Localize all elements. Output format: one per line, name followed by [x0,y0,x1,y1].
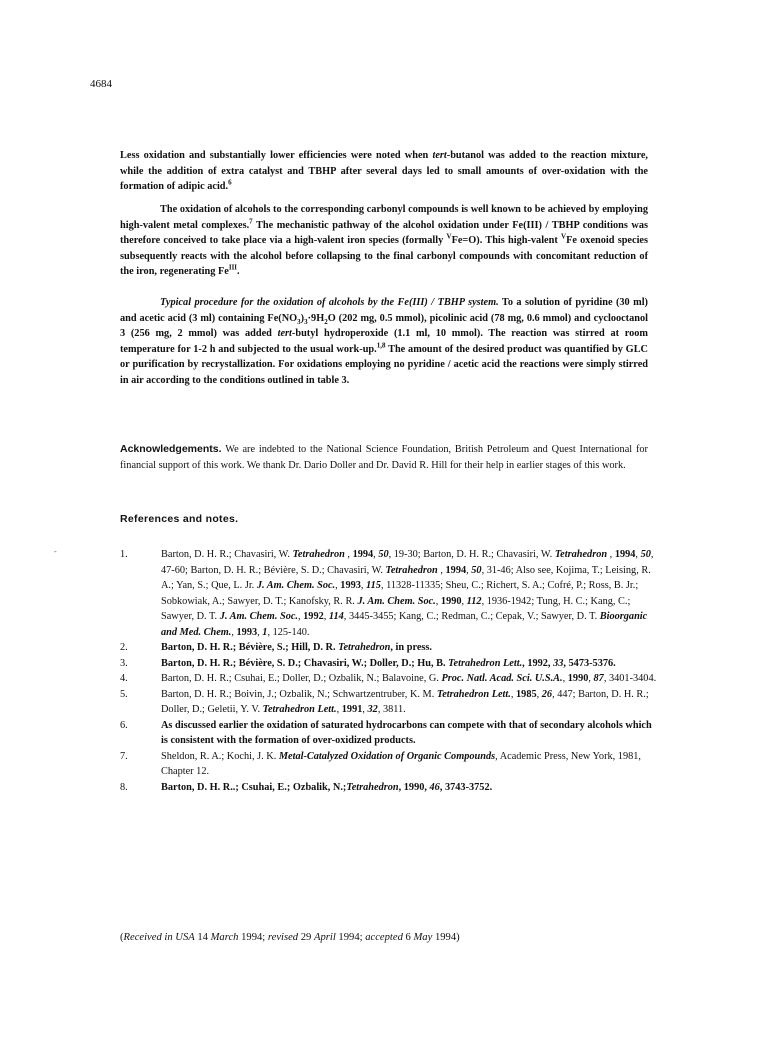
reference-text: Barton, D. H. R.; Bévière, S. D.; Chavasiri, W.; Doller, D.; Hu, B. Tetrahedron Lett., 1992, 33, 5473-5376. [161,657,616,669]
received-dates: (Received in USA 14 March 1994; revised 29 April 1994; accepted 6 May 1994) [120,932,460,943]
reference-item [120,640,660,656]
reference-text: Barton, D. H. R.; Chavasiri, W. Tetrahedron , 1994, 50, 19-30; Barton, D. H. R.; Chavasiri, W. Tetrahedron , 1994, 50, 47-60; Barton, D. H. R.; Bévière, S. D.; Chavasiri, W. Tetrahedron , 1994, 50, 31-46; Also see, Kojima, T.; Leising, R. A.; Yan, S.; Que, L. Jr. J. Am. Chem. Soc., 1993, 115, 11328-11335; Sheu, C.; Richert, S. A.; Cofré, P.; Ross, B. Jr.; Sobkowiak, A.; Sawyer, D. T.; Kanofsky, R. R. J. Am. Chem. Soc., 1990, 112, 1936-1942; Tung, H. C.; Kang, C.; Sawyer, D. T. J. Am. Chem. Soc., 1992, 114, 3445-3455; Kang, C.; Redman, C.; Cepak, V.; Sawyer, D. T. Bioorganic and Med. Chem., 1993, 1, 125-140. [161,549,654,638]
reference-number: 1. [120,549,128,560]
page-number: 4684 [90,78,112,90]
paragraph-typical-procedure: Typical procedure for the oxidation of alcohols by the Fe(III) / TBHP system. To a solution of pyridine (30 ml) and acetic acid (3 ml) containing $Fe(NO_3)_3\cdot 9H_2O$ (202 mg, 0.5 mmol), picolinic acid (78 mg, 0.6 mmol) and cyclooctanol 3 (256 mg, 2 mmol) was added tert-butyl hydroperoxide (1.1 ml, 10 mmol). The reaction was stirred at room temperature for 1-2 h and subjected to the usual work-up.$^{1,8}$ The amount of the desired product was quantified by GLC or purification by recrystallization. For oxidations employing no pyridine / acetic acid the reactions were simply stirred in air according to the conditions outlined in table 3. [120,297,649,386]
reference-item [120,749,660,780]
reference-text: Sheldon, R. A.; Kochi, J. K. Metal-Catalyzed Oxidation of Organic Compounds, Academic Press, New York, 1981, Chapter 12. [161,750,641,777]
reference-item [120,718,660,749]
acknowledgements [120,442,648,473]
reference-number: 6. [120,719,128,731]
margin-mark: - [54,547,57,556]
reference-text: Barton, D. H. R.; Boivin, J.; Ozbalik, N.; Schwartzentruber, K. M. Tetrahedron Lett., 1985, 26, 447; Barton, D. H. R.; Doller, D.; Geletii, Y. V. Tetrahedron Lett., 1991, 32, 3811. [161,688,649,715]
paragraph-mechanism: The oxidation of alcohols to the corresponding carbonyl compounds is well known to be achieved by employing high-valent metal complexes.$^7$ The mechanistic pathway of the alcohol oxidation under Fe(III) / TBHP conditions was therefore conceived to take place via a high-valent iron species (formally $^V$Fe=O). This high-valent $^V$Fe oxenoid species subsequently reacts with the alcohol before collapsing to the final carbonyl compounds with concomitant reduction of the iron, regenerating $Fe^{III}$. [120,204,649,278]
reference-number: 8. [120,781,128,793]
reference-text: As discussed earlier the oxidation of saturated hydrocarbons can compete with that of secondary alcohols which is consistent with the formation of over-oxidized products. [161,719,652,746]
reference-text: Barton, D. H. R..; Csuhai, E.; Ozbalik, N.;Tetrahedron, 1990, 46, 3743-3752. [161,781,493,793]
reference-number: 4. [120,673,128,684]
references-heading: References and notes. [120,513,239,525]
reference-item [120,780,660,796]
acknowledgements-text: We are indebted to the National Science Foundation, British Petroleum and Quest International for financial support of this work. We thank Dr. Dario Doller and Dr. David R. Hill for their help in earlier stages of this work. [120,444,648,471]
reference-item [120,547,660,640]
reference-item [120,656,660,672]
references-list [120,547,660,795]
reference-number: 5. [120,688,128,700]
reference-number: 7. [120,750,128,762]
paragraph-over-oxidation: Less oxidation and substantially lower efficiencies were noted when tert-butanol was added to the reaction mixture, while the addition of extra catalyst and TBHP after several days led to small amounts of over-oxidation with the formation of adipic acid.$^6$ [120,150,648,193]
reference-item [120,671,660,687]
reference-number: 2. [120,642,128,653]
reference-text: Barton, D. H. R.; Bévière, S.; Hill, D. R. Tetrahedron, in press. [161,642,432,653]
reference-number: 3. [120,657,128,669]
acknowledgements-label: Acknowledgements. [120,443,222,455]
reference-item [120,687,660,718]
reference-text: Barton, D. H. R.; Csuhai, E.; Doller, D.; Ozbalik, N.; Balavoine, G. Proc. Natl. Acad. Sci. U.S.A., 1990, 87, 3401-3404. [161,673,657,684]
